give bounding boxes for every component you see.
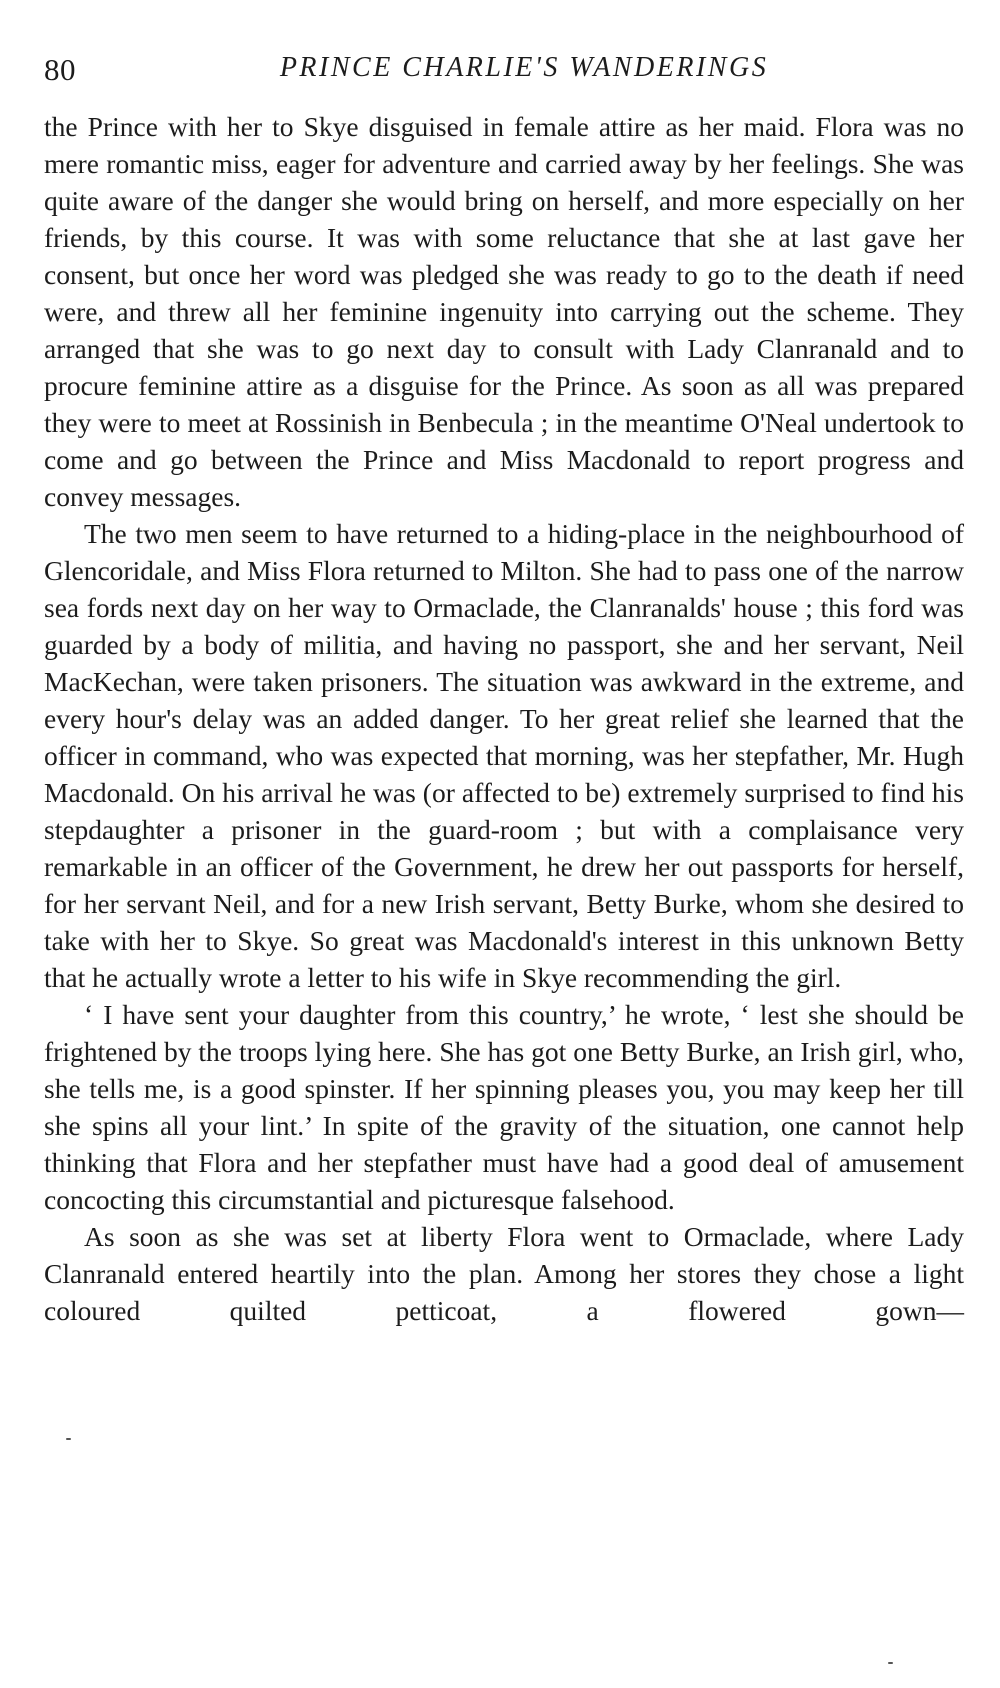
running-title: PRINCE CHARLIE'S WANDERINGS	[279, 52, 769, 83]
book-page	[44, 52, 964, 1329]
running-head	[44, 52, 964, 96]
ink-speck	[66, 1438, 71, 1440]
ink-speck	[888, 1662, 893, 1664]
paragraph-2: The two men seem to have returned to a hiding-place in the neighbourhood of Glencoridale, and Miss Flora returned to Milton. She had to pass one of the narrow sea fords next day on her way to Ormaclade, the Clanranalds' house ; this ford was guarded by a body of militia, and having no passport, she and her servant, Neil MacKechan, were taken prisoners. The situation was awkward in the extreme, and every hour's delay was an added danger. To her great relief she learned that the officer in command, who was expected that morning, was her stepfather, Mr. Hugh Macdonald. On his arrival he was (or affected to be) extremely surprised to find his stepdaughter a prisoner in the guard-room ; but with a complaisance very remarkable in an officer of the Government, he drew her out passports for herself, for her servant Neil, and for a new Irish servant, Betty Burke, whom she desired to take with her to Skye. So great was Macdonald's interest in this unknown Betty that he actually wrote a letter to his wife in Skye recommending the girl.	[44, 518, 964, 993]
body-text	[44, 108, 964, 1329]
paragraph-3: ‘ I have sent your daughter from this country,’ he wrote, ‘ lest she should be frightened by the troops lying here. She has got one Betty Burke, an Irish girl, who, she tells me, is a good spinster. If her spinning pleases you, you may keep her till she spins all your lint.’ In spite of the gravity of the situation, one cannot help thinking that Flora and her stepfather must have had a good deal of amusement concocting this circumstantial and picturesque falsehood.	[44, 999, 964, 1215]
paragraph-1: the Prince with her to Skye disguised in female attire as her maid. Flora was no mere romantic miss, eager for adventure and carried away by her feelings. She was quite aware of the danger she would bring on herself, and more especially on her friends, by this course. It was with some reluctance that she at last gave her consent, but once her word was pledged she was ready to go to the death if need were, and threw all her feminine ingenuity into carrying out the scheme. They arranged that she was to go next day to consult with Lady Clanranald and to procure feminine attire as a disguise for the Prince. As soon as all was prepared they were to meet at Rossinish in Benbecula ; in the meantime O'Neal undertook to come and go between the Prince and Miss Macdonald to report progress and convey messages.	[44, 111, 964, 512]
page-number: 80	[44, 52, 76, 87]
paragraph-4: As soon as she was set at liberty Flora went to Ormaclade, where Lady Clanranald entered heartily into the plan. Among her stores they chose a light coloured quilted petticoat, a flowered gown—	[44, 1221, 964, 1326]
